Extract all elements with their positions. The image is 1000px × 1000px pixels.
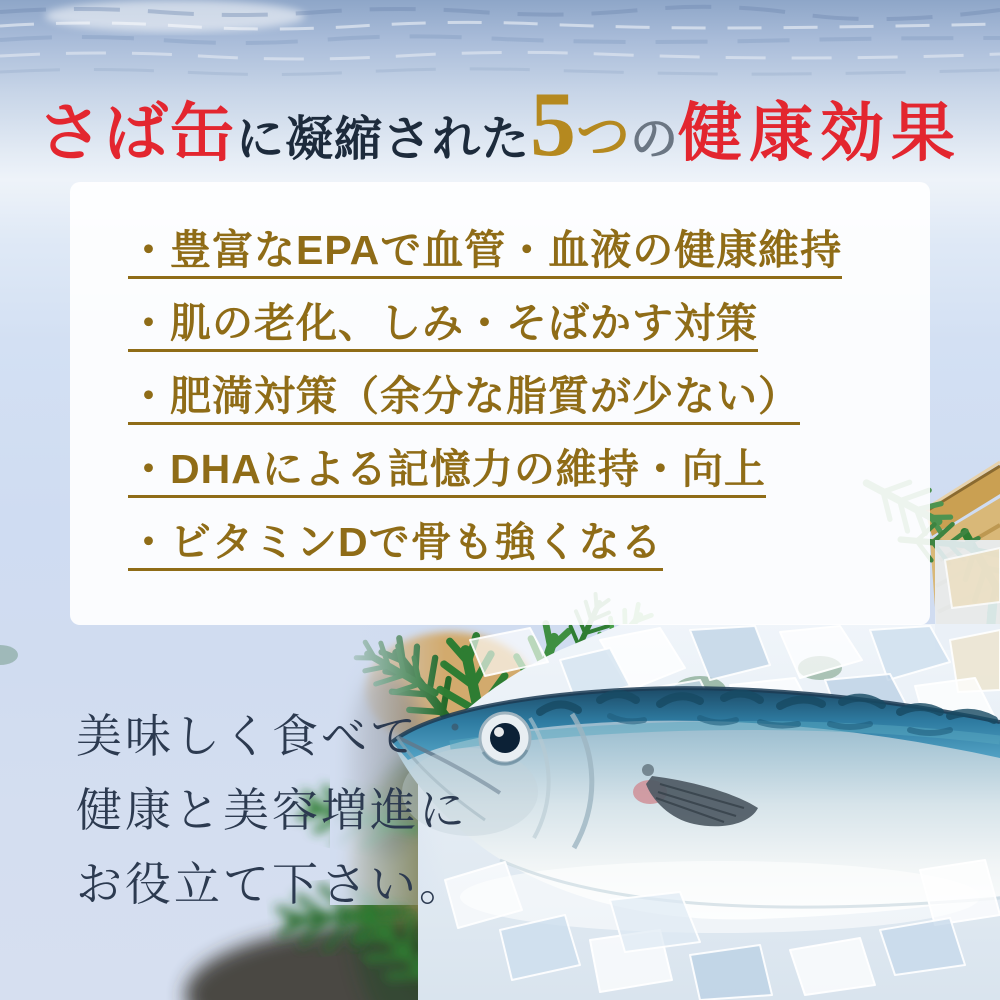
headline — [0, 73, 1000, 175]
benefit-item-label: ・DHAによる記憶力の維持・向上 — [128, 449, 766, 498]
benefits-list — [128, 227, 910, 571]
headline-number-5: 5 — [530, 73, 576, 175]
sea-surface-ripples — [0, 0, 1000, 75]
benefit-item — [128, 227, 910, 279]
headline-sabakan: さば缶 — [37, 98, 236, 169]
benefit-item — [128, 373, 910, 425]
benefit-item-label: ・肌の老化、しみ・そばかす対策 — [128, 303, 758, 352]
benefit-item — [128, 519, 910, 571]
benefit-item-label: ・肥満対策（余分な脂質が少ない） — [128, 376, 800, 425]
tagline — [76, 700, 468, 922]
benefit-item-label: ・豊富なEPAで血管・血液の健康維持 — [128, 230, 842, 279]
headline-tsu: つ — [576, 107, 630, 167]
headline-middle: に凝縮された — [235, 113, 530, 166]
benefit-item — [128, 446, 910, 498]
benefit-item-label: ・ビタミンDで骨も強くなる — [128, 522, 663, 571]
tagline-line: 美味しく食べて — [76, 711, 419, 762]
fish-eye — [480, 713, 530, 764]
benefit-item — [128, 300, 910, 352]
headline-kenko-kouka: 健康効果 — [678, 98, 963, 169]
headline-no: の — [630, 113, 679, 166]
benefits-card — [70, 182, 930, 625]
tagline-line: お役立て下さい。 — [76, 859, 468, 910]
tagline-line: 健康と美容増進に — [76, 785, 468, 836]
